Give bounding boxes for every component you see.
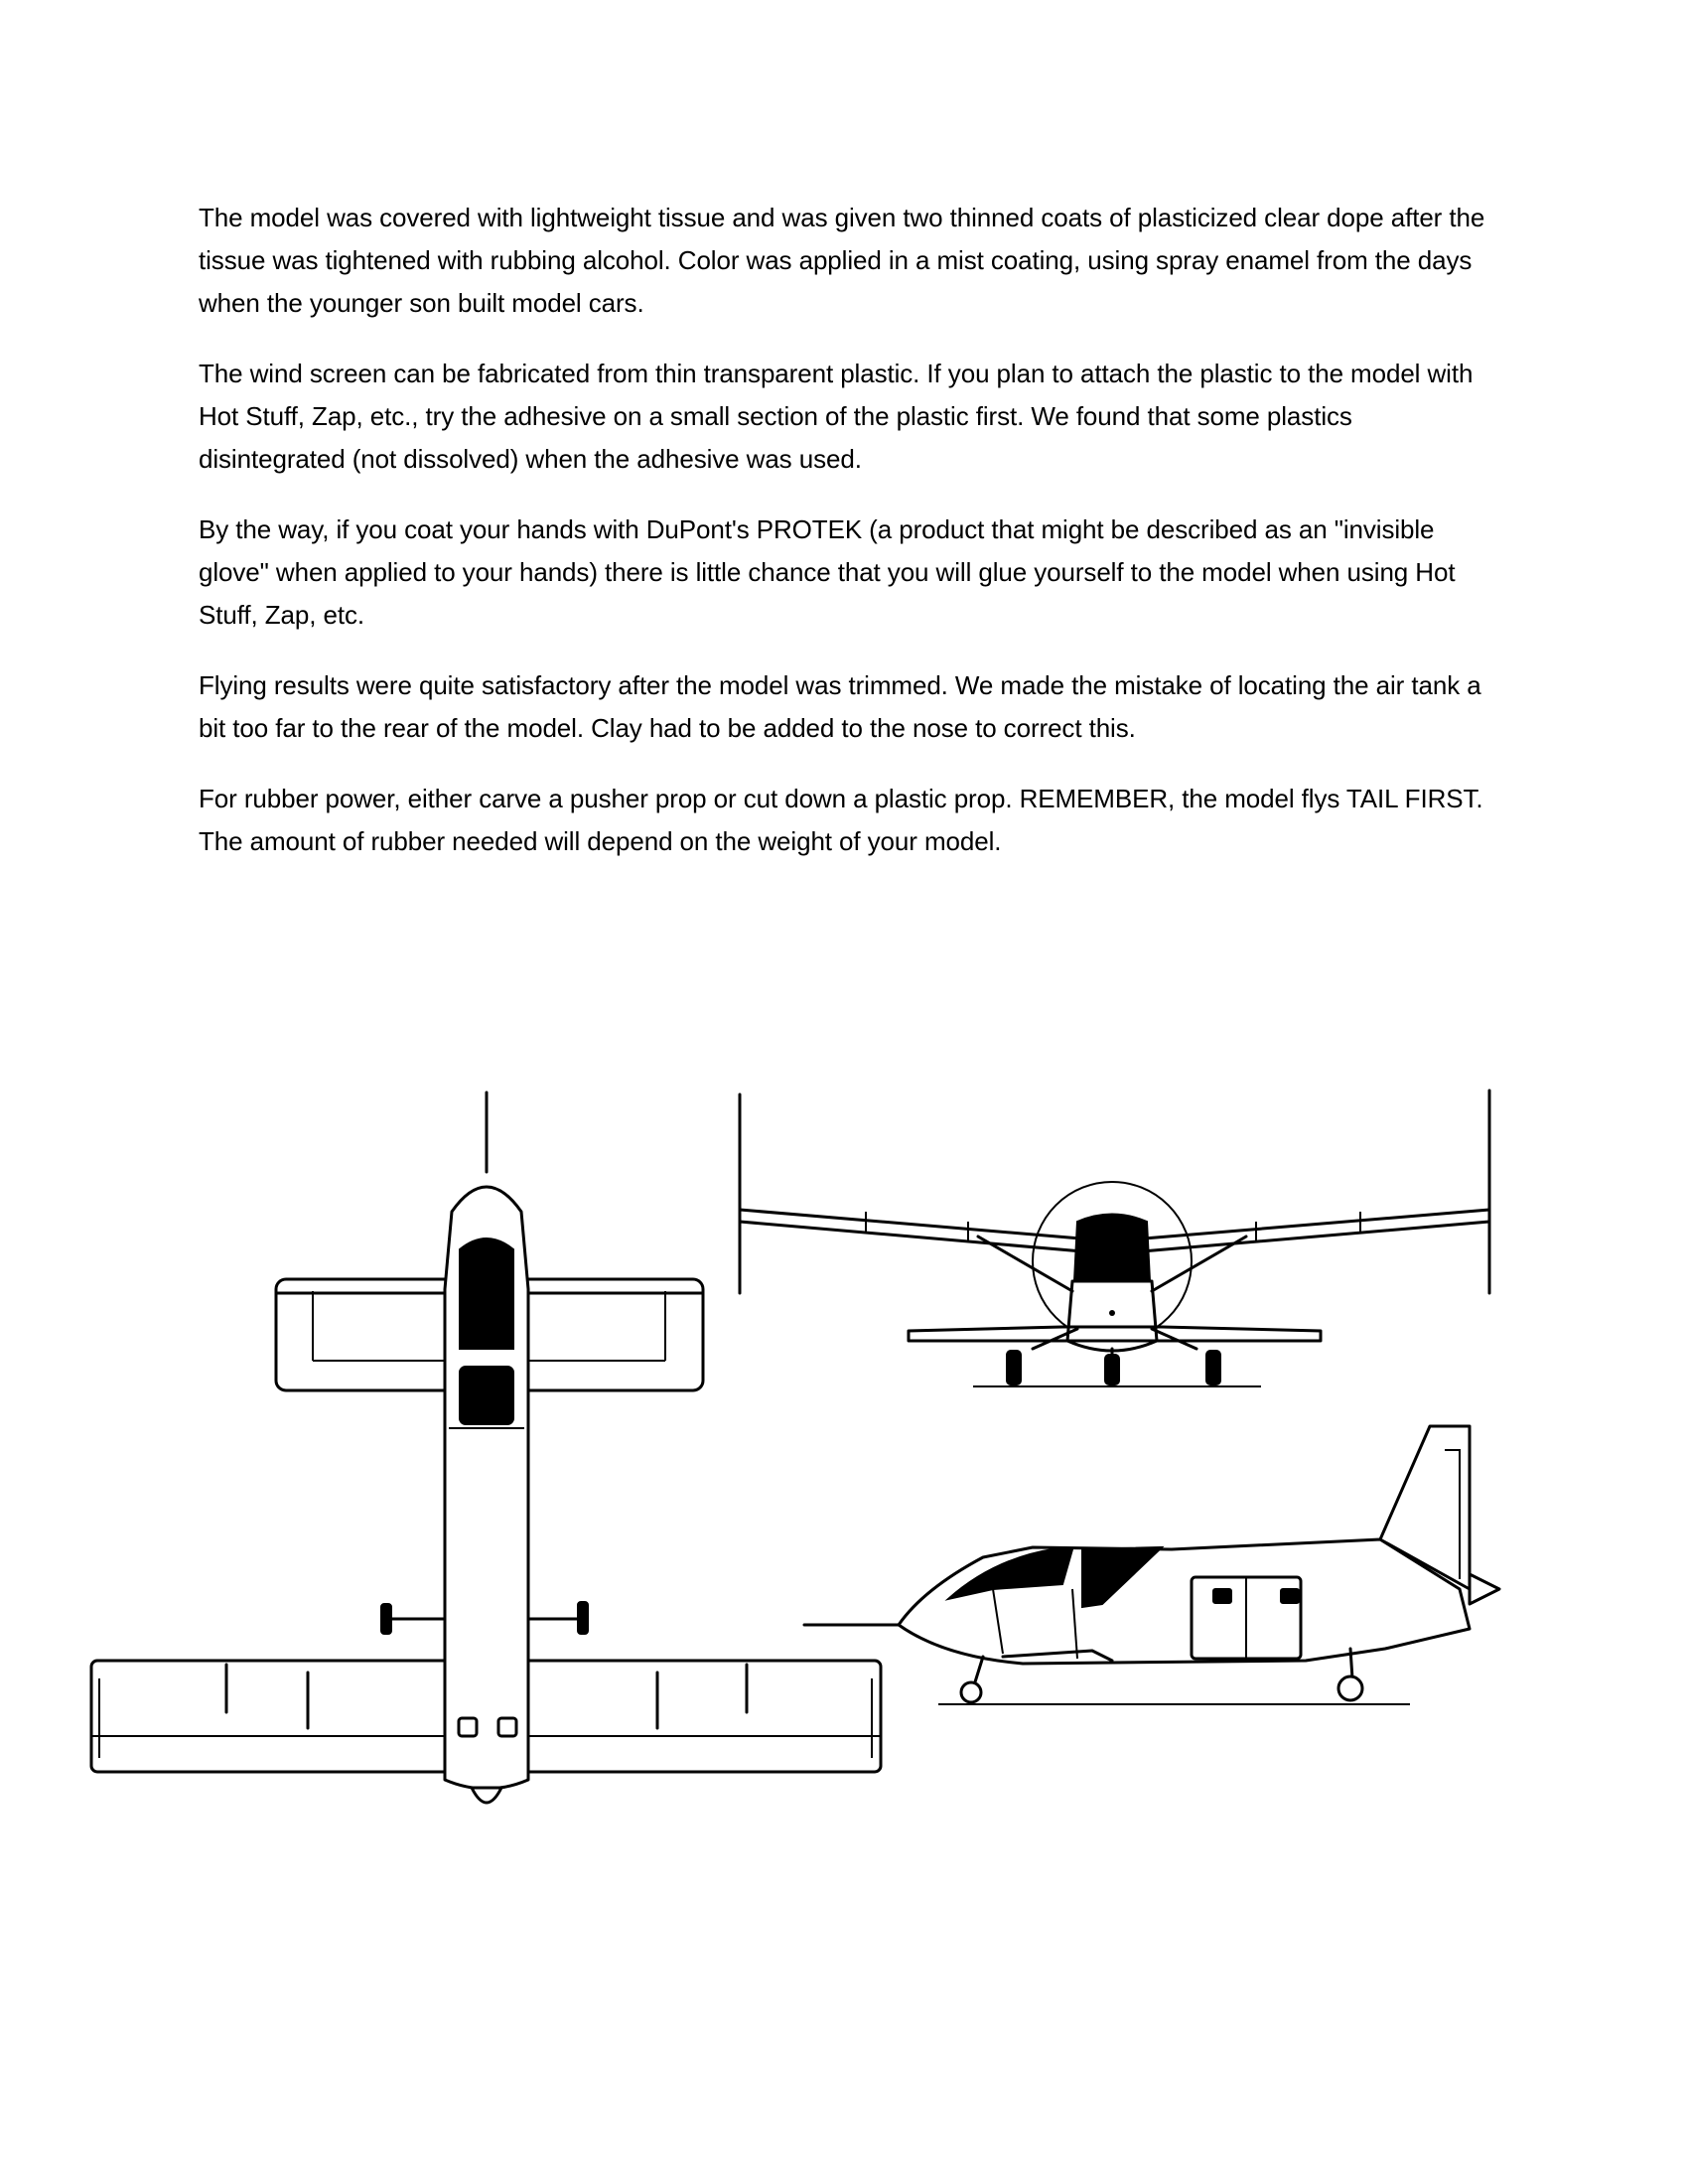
paragraph-protek: By the way, if you coat your hands with DuPont's PROTEK (a product that might be described as an "invisible glove" when applied to your hands) there is little chance that you will glue yourself to the model when using Hot Stuff, Zap, etc. — [199, 514, 1456, 630]
paragraph-wind-screen: The wind screen can be fabricated from thin transparent plastic. If you plan to attach the plastic to the model with Hot Stuff, Zap, etc., try the adhesive on a small section of the plastic first. We found that some plastics disintegrated (not dissolved) when the adhesive was used. — [199, 359, 1474, 474]
paragraph-flying-results: Flying results were quite satisfactory after the model was trimmed. We made the mistake of locating the air tank a bit too far to the rear of the model. Clay had to be added to the nose to correct this. — [199, 670, 1481, 743]
side-view — [804, 1426, 1499, 1704]
front-view — [740, 1091, 1489, 1386]
paragraph-covering: The model was covered with lightweight tissue and was given two thinned coats of plasticized clear dope after the tissue was tightened with rubbing alcohol. Color was applied in a mist coating, using spray enamel from the days when the younger son built model cars. — [199, 203, 1485, 318]
top-view — [91, 1092, 881, 1803]
article-text — [199, 197, 1499, 891]
paragraph-rubber-power: For rubber power, either carve a pusher prop or cut down a plastic prop. REMEMBER, the model flys TAIL FIRST. The amount of rubber needed will depend on the weight of your model. — [199, 784, 1483, 856]
three-view-drawing — [0, 1033, 1688, 1907]
